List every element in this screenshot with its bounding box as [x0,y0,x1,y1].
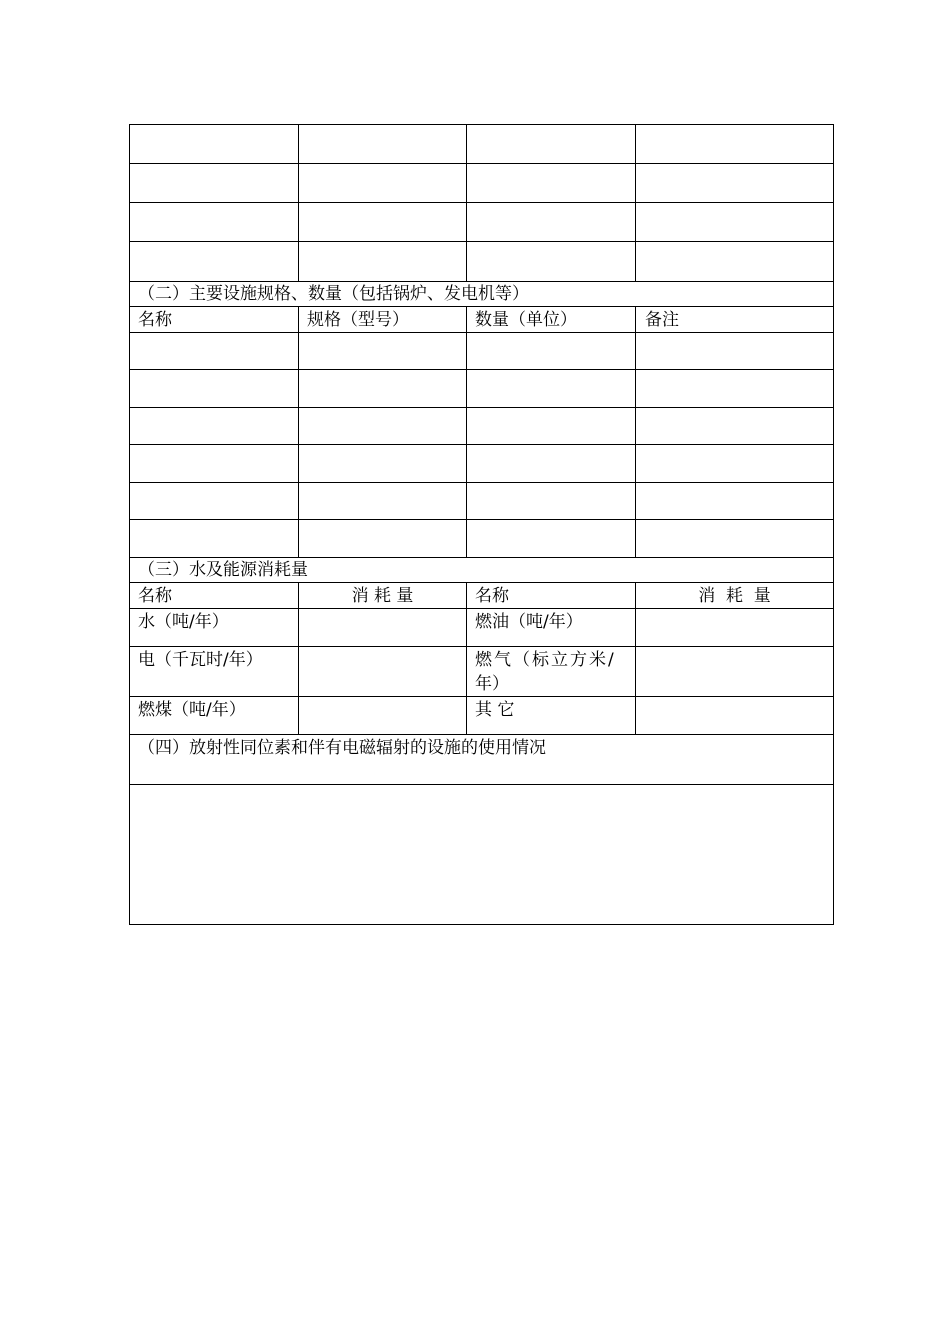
row-divider [129,241,834,242]
row-divider [129,306,834,307]
header-consumption: 消 耗 量 [698,586,771,606]
label-electricity: 电（千瓦时/年） [138,650,263,670]
column-divider [466,124,467,281]
table-border-bottom [129,924,834,925]
label-gas: 燃气（标立方米/ [475,650,616,670]
row-divider [129,407,834,408]
section-4-title: （四）放射性同位素和伴有电磁辐射的设施的使用情况 [138,738,546,758]
column-divider [298,124,299,281]
row-divider [129,696,834,697]
label-fuel-oil: 燃油（吨/年） [475,612,583,632]
header-consumption: 消 耗 量 [351,586,414,606]
table-border-left [129,124,130,925]
column-divider [298,306,299,557]
section-3-title: （三）水及能源消耗量 [138,560,308,580]
section-2-title: （二）主要设施规格、数量（包括锅炉、发电机等） [138,284,529,304]
table-border-right [833,124,834,925]
row-divider [129,202,834,203]
label-coal: 燃煤（吨/年） [138,700,246,720]
row-divider [129,519,834,520]
label-other: 其 它 [475,700,515,720]
label-water: 水（吨/年） [138,612,229,632]
row-divider [129,369,834,370]
row-divider [129,784,834,785]
header-name: 名称 [138,310,172,330]
form-table [129,124,834,925]
row-divider [129,608,834,609]
row-divider [129,444,834,445]
row-divider [129,582,834,583]
header-name: 名称 [138,586,172,606]
row-divider [129,332,834,333]
header-spec-model: 规格（型号） [307,310,409,330]
column-divider [635,306,636,557]
row-divider [129,163,834,164]
column-divider [466,306,467,557]
label-gas-unit-wrap: 年） [475,674,509,694]
column-divider [635,124,636,281]
header-name: 名称 [475,586,509,606]
row-divider [129,734,834,735]
column-divider [466,582,467,734]
table-border-top [129,124,834,125]
header-quantity-unit: 数量（单位） [475,310,577,330]
row-divider [129,646,834,647]
header-remarks: 备注 [645,310,679,330]
row-divider [129,482,834,483]
